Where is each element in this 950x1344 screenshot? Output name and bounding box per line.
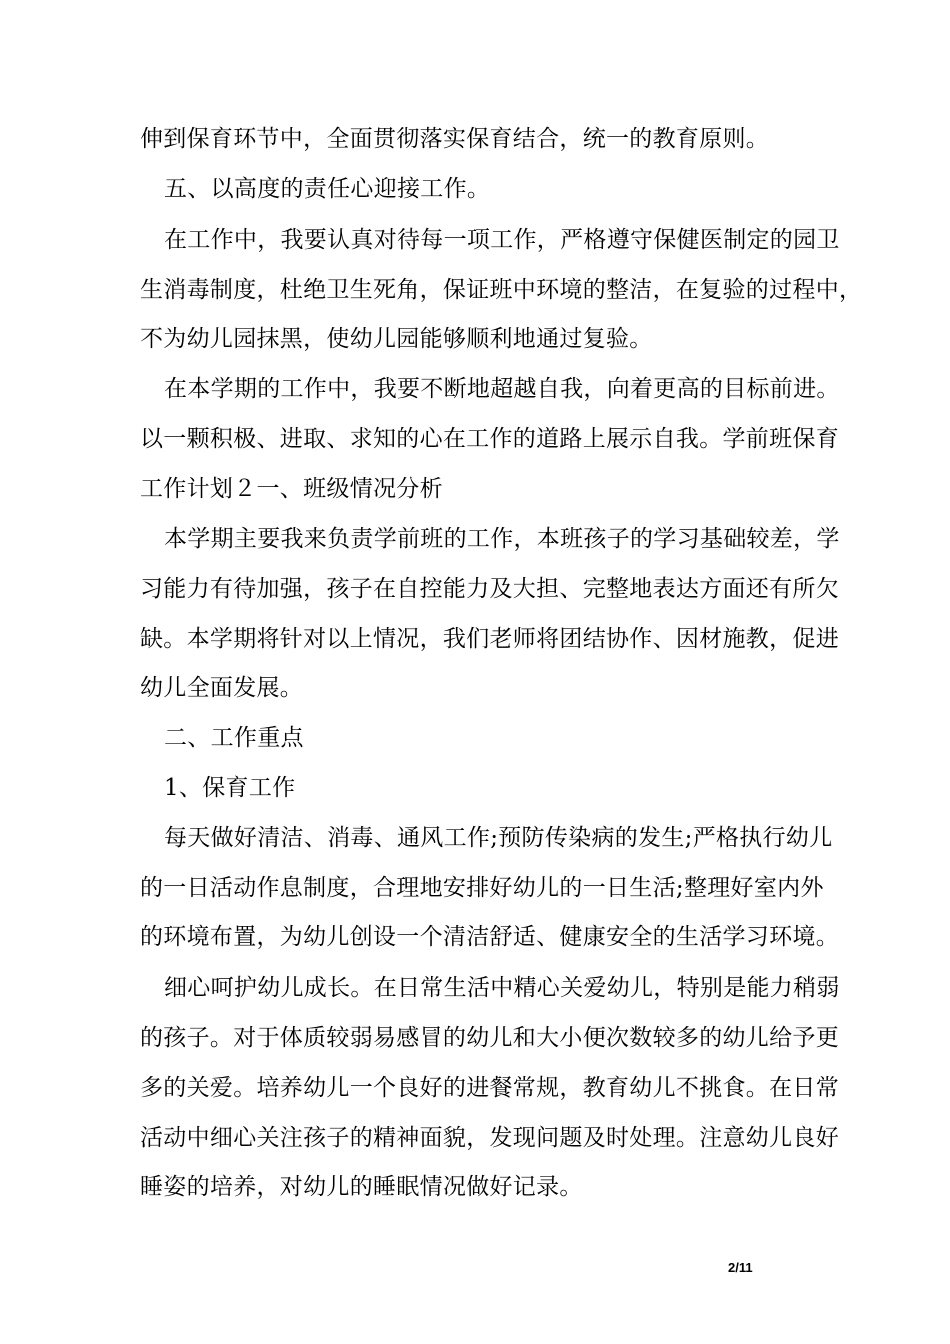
text-line: 细心呵护幼儿成长。在日常生活中精心关爱幼儿，特别是能力稍弱 [164, 975, 840, 1001]
text-line: 每天做好清洁、消毒、通风工作;预防传染病的发生;严格执行幼儿 [164, 825, 833, 851]
text-line: 生消毒制度，杜绝卫生死角，保证班中环境的整洁，在复验的过程中， [140, 277, 863, 303]
text-line: 多的关爱。培养幼儿一个良好的进餐常规，教育幼儿不挑食。在日常 [140, 1075, 839, 1101]
text-line: 在工作中，我要认真对待每一项工作，严格遵守保健医制定的园卫 [164, 227, 840, 253]
text-line: 缺。本学期将针对以上情况，我们老师将团结协作、因材施教，促进 [140, 626, 839, 652]
text-line: 工作计划２一、班级情况分析 [140, 476, 443, 502]
text-line: 在本学期的工作中，我要不断地超越自我，向着更高的目标前进。 [164, 376, 840, 402]
text-line: 的环境布置，为幼儿创设一个清洁舒适、健康安全的生活学习环境。 [140, 924, 839, 950]
text-line: 伸到保育环节中，全面贯彻落实保育结合，统一的教育原则。 [140, 126, 770, 152]
text-line: 的一日活动作息制度，合理地安排好幼儿的一日生活;整理好室内外 [140, 875, 824, 901]
page-number: 2/11 [728, 1260, 753, 1275]
text-line: 的孩子。对于体质较弱易感冒的幼儿和大小便次数较多的幼儿给予更 [140, 1025, 839, 1051]
section-heading: 二、工作重点 [164, 725, 304, 751]
text-line: 活动中细心关注孩子的精神面貌，发现问题及时处理。注意幼儿良好 [140, 1125, 839, 1151]
text-line: 本学期主要我来负责学前班的工作，本班孩子的学习基础较差，学 [164, 526, 840, 552]
text-line: 不为幼儿园抹黑，使幼儿园能够顺利地通过复验。 [140, 326, 653, 352]
text-line: 睡姿的培养，对幼儿的睡眠情况做好记录。 [140, 1174, 583, 1200]
text-line: 以一颗积极、进取、求知的心在工作的道路上展示自我。学前班保育 [140, 426, 839, 452]
text-line: 习能力有待加强，孩子在自控能力及大担、完整地表达方面还有所欠 [140, 576, 839, 602]
text-line: 幼儿全面发展。 [140, 675, 304, 701]
section-heading: 五、以高度的责任心迎接工作。 [164, 176, 491, 202]
subsection-heading: 1、保育工作 [164, 775, 296, 801]
